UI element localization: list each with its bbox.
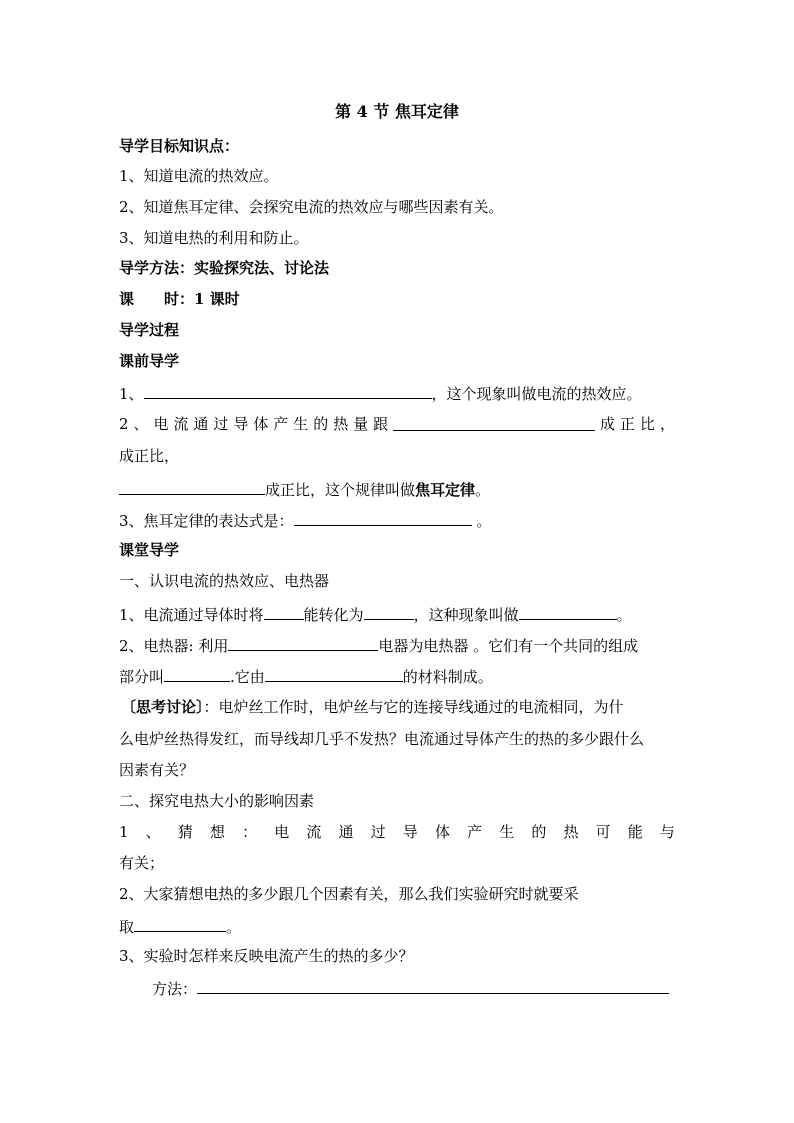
g2-line-2	[119, 915, 241, 937]
method-answer-line	[152, 977, 669, 999]
class-q2-line2-mid: .它由	[230, 668, 265, 686]
g1-char: 热	[563, 823, 579, 841]
g1-char: 通	[338, 823, 354, 841]
class-q2-line2	[119, 665, 493, 687]
pre-q2-line2: 成正比，	[119, 447, 180, 465]
g3-line: 3、实验时怎样来反映电流产生的热的多少？	[119, 947, 414, 965]
pre-q2-line3-suffix: 成正比，这个规律叫做	[265, 481, 416, 499]
q2-char: 通	[193, 415, 209, 433]
pre-q2-blank-2[interactable]	[119, 478, 265, 495]
class-q1-end: 。	[616, 606, 632, 624]
class-q1-blank-1[interactable]	[264, 603, 304, 620]
class-heading: 课堂导学	[119, 541, 180, 559]
g1-char: 流	[306, 823, 322, 841]
q2-char: 热	[333, 415, 349, 433]
q2-char: 导	[233, 415, 249, 433]
class-q1-mid1: 能转化为	[303, 606, 364, 624]
g1-char: 体	[434, 823, 450, 841]
method-line: 导学方法：实验探究法、讨论法	[119, 259, 330, 277]
pre-q3-prefix: 3、焦耳定律的表达式是：	[119, 512, 294, 530]
g1-char: 导	[402, 823, 418, 841]
discuss-line-3: 因素有关？	[119, 761, 195, 779]
q2-char: 电	[153, 415, 169, 433]
objective-3: 3、知道电热的利用和防止。	[119, 229, 309, 247]
period-value: 1 课时	[194, 290, 240, 308]
g1-char: 、	[145, 823, 161, 841]
discuss-text-1: ：电炉丝工作时，电炉丝与它的连接导线通过的电流相同，为什	[203, 698, 624, 716]
guess-line-1	[119, 822, 675, 842]
method-blank[interactable]	[197, 977, 669, 994]
q2-char: 成	[600, 415, 616, 433]
pre-q3	[119, 509, 491, 531]
q2-char: 体	[253, 415, 269, 433]
g1-char: 与	[659, 823, 675, 841]
g1-char: 过	[370, 823, 386, 841]
class-q1-prefix: 1、电流通过导体时将	[119, 606, 264, 624]
g2-prefix: 取	[119, 918, 135, 936]
class-q2-mid: 电器为电热器 。它们有一个共同的组成	[378, 637, 639, 655]
process-heading: 导学过程	[119, 321, 180, 339]
class-q1	[119, 603, 632, 625]
class-q1-blank-2[interactable]	[364, 603, 414, 620]
g1-char: 生	[499, 823, 515, 841]
q2-char: 2	[119, 415, 129, 433]
discuss-line-2: 么电炉丝热得发红，而导线却几乎不发热？电流通过导体产生的热的多少跟什么	[119, 730, 645, 748]
pre-q1-blank[interactable]	[144, 382, 432, 399]
q2-char: 跟	[373, 415, 389, 433]
class-q2-blank-1[interactable]	[228, 634, 378, 651]
pre-heading: 课前导学	[119, 352, 180, 370]
guess-line-2: 有关；	[119, 854, 165, 872]
class-q2-line2-prefix: 部分叫	[119, 668, 165, 686]
g1-char: 可	[595, 823, 611, 841]
g2-blank[interactable]	[134, 915, 226, 932]
g1-char: 猜	[177, 823, 193, 841]
pre-q2-line3	[119, 478, 490, 500]
g1-char: ：	[242, 823, 258, 841]
q2-char: 的	[313, 415, 329, 433]
pre-q2-line1	[119, 414, 675, 434]
q2-char: 产	[273, 415, 289, 433]
g1-char: 电	[274, 823, 290, 841]
method-label: 方法：	[152, 980, 198, 998]
q2-char: 正	[620, 415, 636, 433]
g2-end: 。	[226, 918, 242, 936]
class-q2-blank-2[interactable]	[164, 665, 230, 682]
class-q1-mid2: ，这种现象叫做	[413, 606, 519, 624]
q2-char: 流	[173, 415, 189, 433]
q2-char: ，	[659, 415, 675, 433]
pre-q3-suffix: 。	[471, 512, 492, 530]
class-q2-line2-end: 的材料制成。	[402, 668, 493, 686]
class-q1-blank-3[interactable]	[519, 603, 617, 620]
section-1-heading: 一、认识电流的热效应、电热器	[119, 572, 330, 590]
page-title: 第 4 节 焦耳定律	[335, 102, 459, 121]
q2-char: 过	[213, 415, 229, 433]
q2-char: 比	[639, 415, 655, 433]
joule-law-term: 焦耳定律	[415, 481, 476, 499]
pre-q3-blank[interactable]	[294, 509, 472, 526]
objective-1: 1、知道电流的热效应。	[119, 167, 279, 185]
section-2-heading: 二、探究电热大小的影响因素	[119, 792, 315, 810]
period-line	[119, 289, 240, 309]
objective-2: 2、知道焦耳定律、会探究电流的热效应与哪些因素有关。	[119, 198, 504, 216]
discuss-line-1	[121, 697, 624, 717]
g1-char: 想	[209, 823, 225, 841]
pre-q2-line3-end: 。	[475, 481, 491, 499]
class-q2-blank-3[interactable]	[265, 665, 403, 682]
objectives-heading: 导学目标知识点：	[119, 137, 240, 155]
pre-q1	[119, 382, 642, 404]
pre-q1-prefix: 1、	[119, 385, 144, 403]
period-label: 课 时：	[119, 290, 195, 308]
q2-char: 生	[293, 415, 309, 433]
g1-char: 产	[467, 823, 483, 841]
g1-char: 1	[119, 823, 129, 841]
g1-char: 能	[627, 823, 643, 841]
g2-line-1: 2、大家猜想电热的多少跟几个因素有关，那么我们实验研究时就要采	[119, 885, 579, 903]
pre-q2-blank-1[interactable]	[393, 414, 595, 431]
q2-char: 量	[353, 415, 369, 433]
class-q2-prefix: 2、电热器: 利用	[119, 637, 229, 655]
g1-char: 的	[531, 823, 547, 841]
class-q2-line1	[119, 634, 638, 656]
discuss-label: 〔思考讨论〕	[121, 698, 204, 716]
q2-char: 、	[133, 415, 149, 433]
pre-q1-suffix: ，这个现象叫做电流的热效应。	[431, 385, 642, 403]
